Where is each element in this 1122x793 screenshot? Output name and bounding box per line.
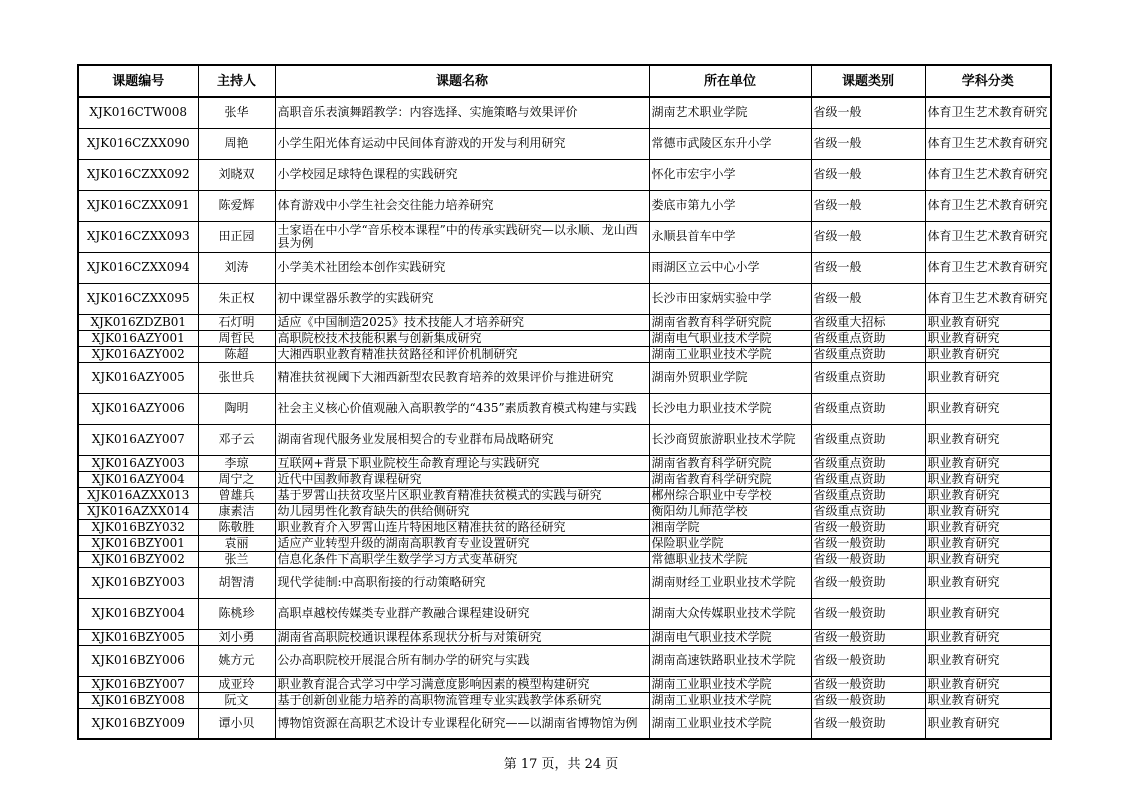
unit-name-cell: 长沙市田家炳实验中学 [649,283,811,314]
discipline-cell: 职业教育研究 [925,393,1051,424]
project-category-cell: 省级重点资助 [811,487,925,503]
table-row [78,692,1051,708]
table-row [78,503,1051,519]
discipline-cell: 职业教育研究 [925,598,1051,629]
project-id-cell: XJK016BZY032 [78,519,198,535]
table-row [78,676,1051,692]
unit-name-cell: 湖南省教育科学研究院 [649,471,811,487]
host-name-cell: 姚方元 [198,645,275,676]
project-name-cell: 信息化条件下高职学生数学学习方式变革研究 [275,551,649,567]
project-name-cell: 职业教育混合式学习中学习满意度影响因素的模型构建研究 [275,676,649,692]
unit-name-cell: 常德市武陵区东升小学 [649,128,811,159]
project-id-cell: XJK016AZY001 [78,330,198,346]
project-category-cell: 省级重点资助 [811,455,925,471]
project-name-cell: 博物馆资源在高职艺术设计专业课程化研究——以湖南省博物馆为例 [275,708,649,739]
project-id-cell: XJK016BZY008 [78,692,198,708]
unit-name-cell: 湖南工业职业技术学院 [649,346,811,362]
discipline-cell: 职业教育研究 [925,455,1051,471]
host-name-cell: 田正园 [198,221,275,252]
discipline-cell: 职业教育研究 [925,692,1051,708]
project-category-cell: 省级重点资助 [811,330,925,346]
table-row [78,424,1051,455]
table-row [78,551,1051,567]
project-name-cell: 初中课堂器乐教学的实践研究 [275,283,649,314]
project-category-cell: 省级重点资助 [811,362,925,393]
host-name-cell: 陈敬胜 [198,519,275,535]
project-id-cell: XJK016BZY003 [78,567,198,598]
project-id-cell: XJK016CZXX094 [78,252,198,283]
host-name-cell: 周艳 [198,128,275,159]
project-id-cell: XJK016CZXX092 [78,159,198,190]
project-name-cell: 湖南省高职院校通识课程体系现状分析与对策研究 [275,629,649,645]
project-name-cell: 职业教育介入罗霄山连片特困地区精准扶贫的路径研究 [275,519,649,535]
project-name-cell: 高职音乐表演舞蹈教学：内容选择、实施策略与效果评价 [275,97,649,128]
project-id-cell: XJK016CZXX093 [78,221,198,252]
unit-name-cell: 湘南学院 [649,519,811,535]
discipline-cell: 职业教育研究 [925,645,1051,676]
project-id-cell: XJK016CTW008 [78,97,198,128]
unit-name-cell: 雨湖区立云中心小学 [649,252,811,283]
discipline-cell: 职业教育研究 [925,346,1051,362]
discipline-cell: 职业教育研究 [925,535,1051,551]
project-category-cell: 省级重点资助 [811,503,925,519]
discipline-cell: 职业教育研究 [925,424,1051,455]
discipline-cell: 体育卫生艺术教育研究 [925,159,1051,190]
unit-name-cell: 湖南省教育科学研究院 [649,455,811,471]
project-category-cell: 省级一般 [811,128,925,159]
host-name-cell: 石灯明 [198,314,275,330]
project-id-cell: XJK016AZXX014 [78,503,198,519]
project-name-cell: 小学生阳光体育运动中民间体育游戏的开发与利用研究 [275,128,649,159]
project-id-cell: XJK016AZY004 [78,471,198,487]
project-name-cell: 大湘西职业教育精准扶贫路径和评价机制研究 [275,346,649,362]
host-name-cell: 周哲民 [198,330,275,346]
project-id-cell: XJK016AZY007 [78,424,198,455]
project-name-cell: 高职卓越校传媒类专业群产教融合课程建设研究 [275,598,649,629]
column-header-discipline: 学科分类 [925,65,1051,97]
project-id-cell: XJK016AZXX013 [78,487,198,503]
project-id-cell: XJK016BZY009 [78,708,198,739]
project-category-cell: 省级一般资助 [811,519,925,535]
project-category-cell: 省级一般资助 [811,551,925,567]
project-category-cell: 省级一般资助 [811,676,925,692]
table-row [78,567,1051,598]
table-header-row [78,65,1051,97]
project-id-cell: XJK016CZXX095 [78,283,198,314]
project-category-cell: 省级重大招标 [811,314,925,330]
column-header-host: 主持人 [198,65,275,97]
project-name-cell: 精准扶贫视阈下大湘西新型农民教育培养的效果评价与推进研究 [275,362,649,393]
project-id-cell: XJK016CZXX091 [78,190,198,221]
column-header-project-id: 课题编号 [78,65,198,97]
column-header-unit: 所在单位 [649,65,811,97]
unit-name-cell: 湖南省教育科学研究院 [649,314,811,330]
project-name-cell: 互联网+背景下职业院校生命教育理论与实践研究 [275,455,649,471]
discipline-cell: 职业教育研究 [925,708,1051,739]
discipline-cell: 职业教育研究 [925,362,1051,393]
project-name-cell: 高职院校技术技能积累与创新集成研究 [275,330,649,346]
project-category-cell: 省级一般资助 [811,629,925,645]
project-category-cell: 省级一般 [811,283,925,314]
unit-name-cell: 衡阳幼儿师范学校 [649,503,811,519]
table-row [78,519,1051,535]
unit-name-cell: 湖南电气职业技术学院 [649,629,811,645]
project-category-cell: 省级重点资助 [811,393,925,424]
project-name-cell: 基于创新创业能力培养的高职物流管理专业实践教学体系研究 [275,692,649,708]
project-id-cell: XJK016BZY002 [78,551,198,567]
table-row [78,283,1051,314]
table-row [78,362,1051,393]
host-name-cell: 阮文 [198,692,275,708]
discipline-cell: 体育卫生艺术教育研究 [925,283,1051,314]
project-category-cell: 省级一般 [811,221,925,252]
host-name-cell: 周宁之 [198,471,275,487]
discipline-cell: 职业教育研究 [925,629,1051,645]
table-row [78,190,1051,221]
project-category-cell: 省级一般资助 [811,692,925,708]
table-row [78,128,1051,159]
host-name-cell: 邓子云 [198,424,275,455]
unit-name-cell: 湖南艺术职业学院 [649,97,811,128]
host-name-cell: 陈爱辉 [198,190,275,221]
unit-name-cell: 湖南高速铁路职业技术学院 [649,645,811,676]
table-row [78,393,1051,424]
host-name-cell: 张世兵 [198,362,275,393]
host-name-cell: 刘小勇 [198,629,275,645]
unit-name-cell: 湖南外贸职业学院 [649,362,811,393]
project-name-cell: 适应产业转型升级的湖南高职教育专业设置研究 [275,535,649,551]
unit-name-cell: 怀化市宏宇小学 [649,159,811,190]
host-name-cell: 胡智清 [198,567,275,598]
project-id-cell: XJK016AZY002 [78,346,198,362]
project-id-cell: XJK016AZY005 [78,362,198,393]
host-name-cell: 刘涛 [198,252,275,283]
unit-name-cell: 娄底市第九小学 [649,190,811,221]
project-id-cell: XJK016BZY004 [78,598,198,629]
project-name-cell: 基于罗霄山扶贫攻坚片区职业教育精准扶贫模式的实践与研究 [275,487,649,503]
table-row [78,455,1051,471]
column-header-category: 课题类别 [811,65,925,97]
table-row [78,708,1051,739]
table-row [78,252,1051,283]
project-id-cell: XJK016BZY006 [78,645,198,676]
discipline-cell: 体育卫生艺术教育研究 [925,190,1051,221]
project-name-cell: 近代中国教师教育课程研究 [275,471,649,487]
discipline-cell: 职业教育研究 [925,487,1051,503]
host-name-cell: 谭小贝 [198,708,275,739]
host-name-cell: 曾雄兵 [198,487,275,503]
table-row [78,645,1051,676]
discipline-cell: 职业教育研究 [925,330,1051,346]
unit-name-cell: 湖南财经工业职业技术学院 [649,567,811,598]
project-id-cell: XJK016AZY006 [78,393,198,424]
unit-name-cell: 湖南电气职业技术学院 [649,330,811,346]
project-id-cell: XJK016ZDZB01 [78,314,198,330]
discipline-cell: 职业教育研究 [925,567,1051,598]
unit-name-cell: 保险职业学院 [649,535,811,551]
column-header-project-name: 课题名称 [275,65,649,97]
discipline-cell: 职业教育研究 [925,503,1051,519]
unit-name-cell: 常德职业技术学院 [649,551,811,567]
host-name-cell: 袁丽 [198,535,275,551]
project-name-cell: 公办高职院校开展混合所有制办学的研究与实践 [275,645,649,676]
table-row [78,487,1051,503]
project-name-cell: 小学美术社团绘本创作实践研究 [275,252,649,283]
discipline-cell: 职业教育研究 [925,314,1051,330]
project-category-cell: 省级一般 [811,252,925,283]
unit-name-cell: 长沙电力职业技术学院 [649,393,811,424]
project-category-cell: 省级一般资助 [811,708,925,739]
project-category-cell: 省级一般资助 [811,598,925,629]
host-name-cell: 陶明 [198,393,275,424]
project-name-cell: 现代学徒制:中高职衔接的行动策略研究 [275,567,649,598]
host-name-cell: 陈超 [198,346,275,362]
table-row [78,346,1051,362]
project-name-cell: 土家语在中小学“音乐校本课程”中的传承实践研究—以永顺、龙山西县为例 [275,221,649,252]
project-name-cell: 社会主义核心价值观融入高职教学的“435”素质教育模式构建与实践 [275,393,649,424]
project-id-cell: XJK016BZY001 [78,535,198,551]
unit-name-cell: 湖南大众传媒职业技术学院 [649,598,811,629]
project-category-cell: 省级重点资助 [811,424,925,455]
project-name-cell: 幼儿园男性化教育缺失的供给侧研究 [275,503,649,519]
project-category-cell: 省级一般资助 [811,645,925,676]
discipline-cell: 职业教育研究 [925,676,1051,692]
host-name-cell: 陈桃珍 [198,598,275,629]
project-id-cell: XJK016BZY007 [78,676,198,692]
discipline-cell: 职业教育研究 [925,551,1051,567]
unit-name-cell: 长沙商贸旅游职业技术学院 [649,424,811,455]
table-row [78,535,1051,551]
unit-name-cell: 湖南工业职业技术学院 [649,676,811,692]
table-row [78,221,1051,252]
project-table [77,64,1052,740]
discipline-cell: 体育卫生艺术教育研究 [925,252,1051,283]
table-row [78,330,1051,346]
project-category-cell: 省级一般 [811,97,925,128]
project-name-cell: 小学校园足球特色课程的实践研究 [275,159,649,190]
host-name-cell: 康素洁 [198,503,275,519]
discipline-cell: 职业教育研究 [925,471,1051,487]
host-name-cell: 朱正权 [198,283,275,314]
discipline-cell: 体育卫生艺术教育研究 [925,128,1051,159]
project-category-cell: 省级一般 [811,159,925,190]
project-category-cell: 省级一般资助 [811,535,925,551]
discipline-cell: 体育卫生艺术教育研究 [925,221,1051,252]
unit-name-cell: 湖南工业职业技术学院 [649,708,811,739]
page-footer: 第 17 页，共 24 页 [503,757,619,772]
project-name-cell: 适应《中国制造2025》技术技能人才培养研究 [275,314,649,330]
host-name-cell: 李琼 [198,455,275,471]
host-name-cell: 刘晓双 [198,159,275,190]
project-id-cell: XJK016BZY005 [78,629,198,645]
table-row [78,97,1051,128]
unit-name-cell: 郴州综合职业中专学校 [649,487,811,503]
unit-name-cell: 湖南工业职业技术学院 [649,692,811,708]
table-row [78,629,1051,645]
project-id-cell: XJK016AZY003 [78,455,198,471]
project-category-cell: 省级一般 [811,190,925,221]
host-name-cell: 张华 [198,97,275,128]
project-name-cell: 湖南省现代服务业发展相契合的专业群布局战略研究 [275,424,649,455]
project-category-cell: 省级一般资助 [811,567,925,598]
discipline-cell: 体育卫生艺术教育研究 [925,97,1051,128]
table-row [78,314,1051,330]
table-row [78,159,1051,190]
table-row [78,471,1051,487]
host-name-cell: 张兰 [198,551,275,567]
discipline-cell: 职业教育研究 [925,519,1051,535]
project-category-cell: 省级重点资助 [811,471,925,487]
host-name-cell: 成亚玲 [198,676,275,692]
unit-name-cell: 永顺县首车中学 [649,221,811,252]
project-id-cell: XJK016CZXX090 [78,128,198,159]
project-category-cell: 省级重点资助 [811,346,925,362]
project-name-cell: 体育游戏中小学生社会交往能力培养研究 [275,190,649,221]
table-row [78,598,1051,629]
